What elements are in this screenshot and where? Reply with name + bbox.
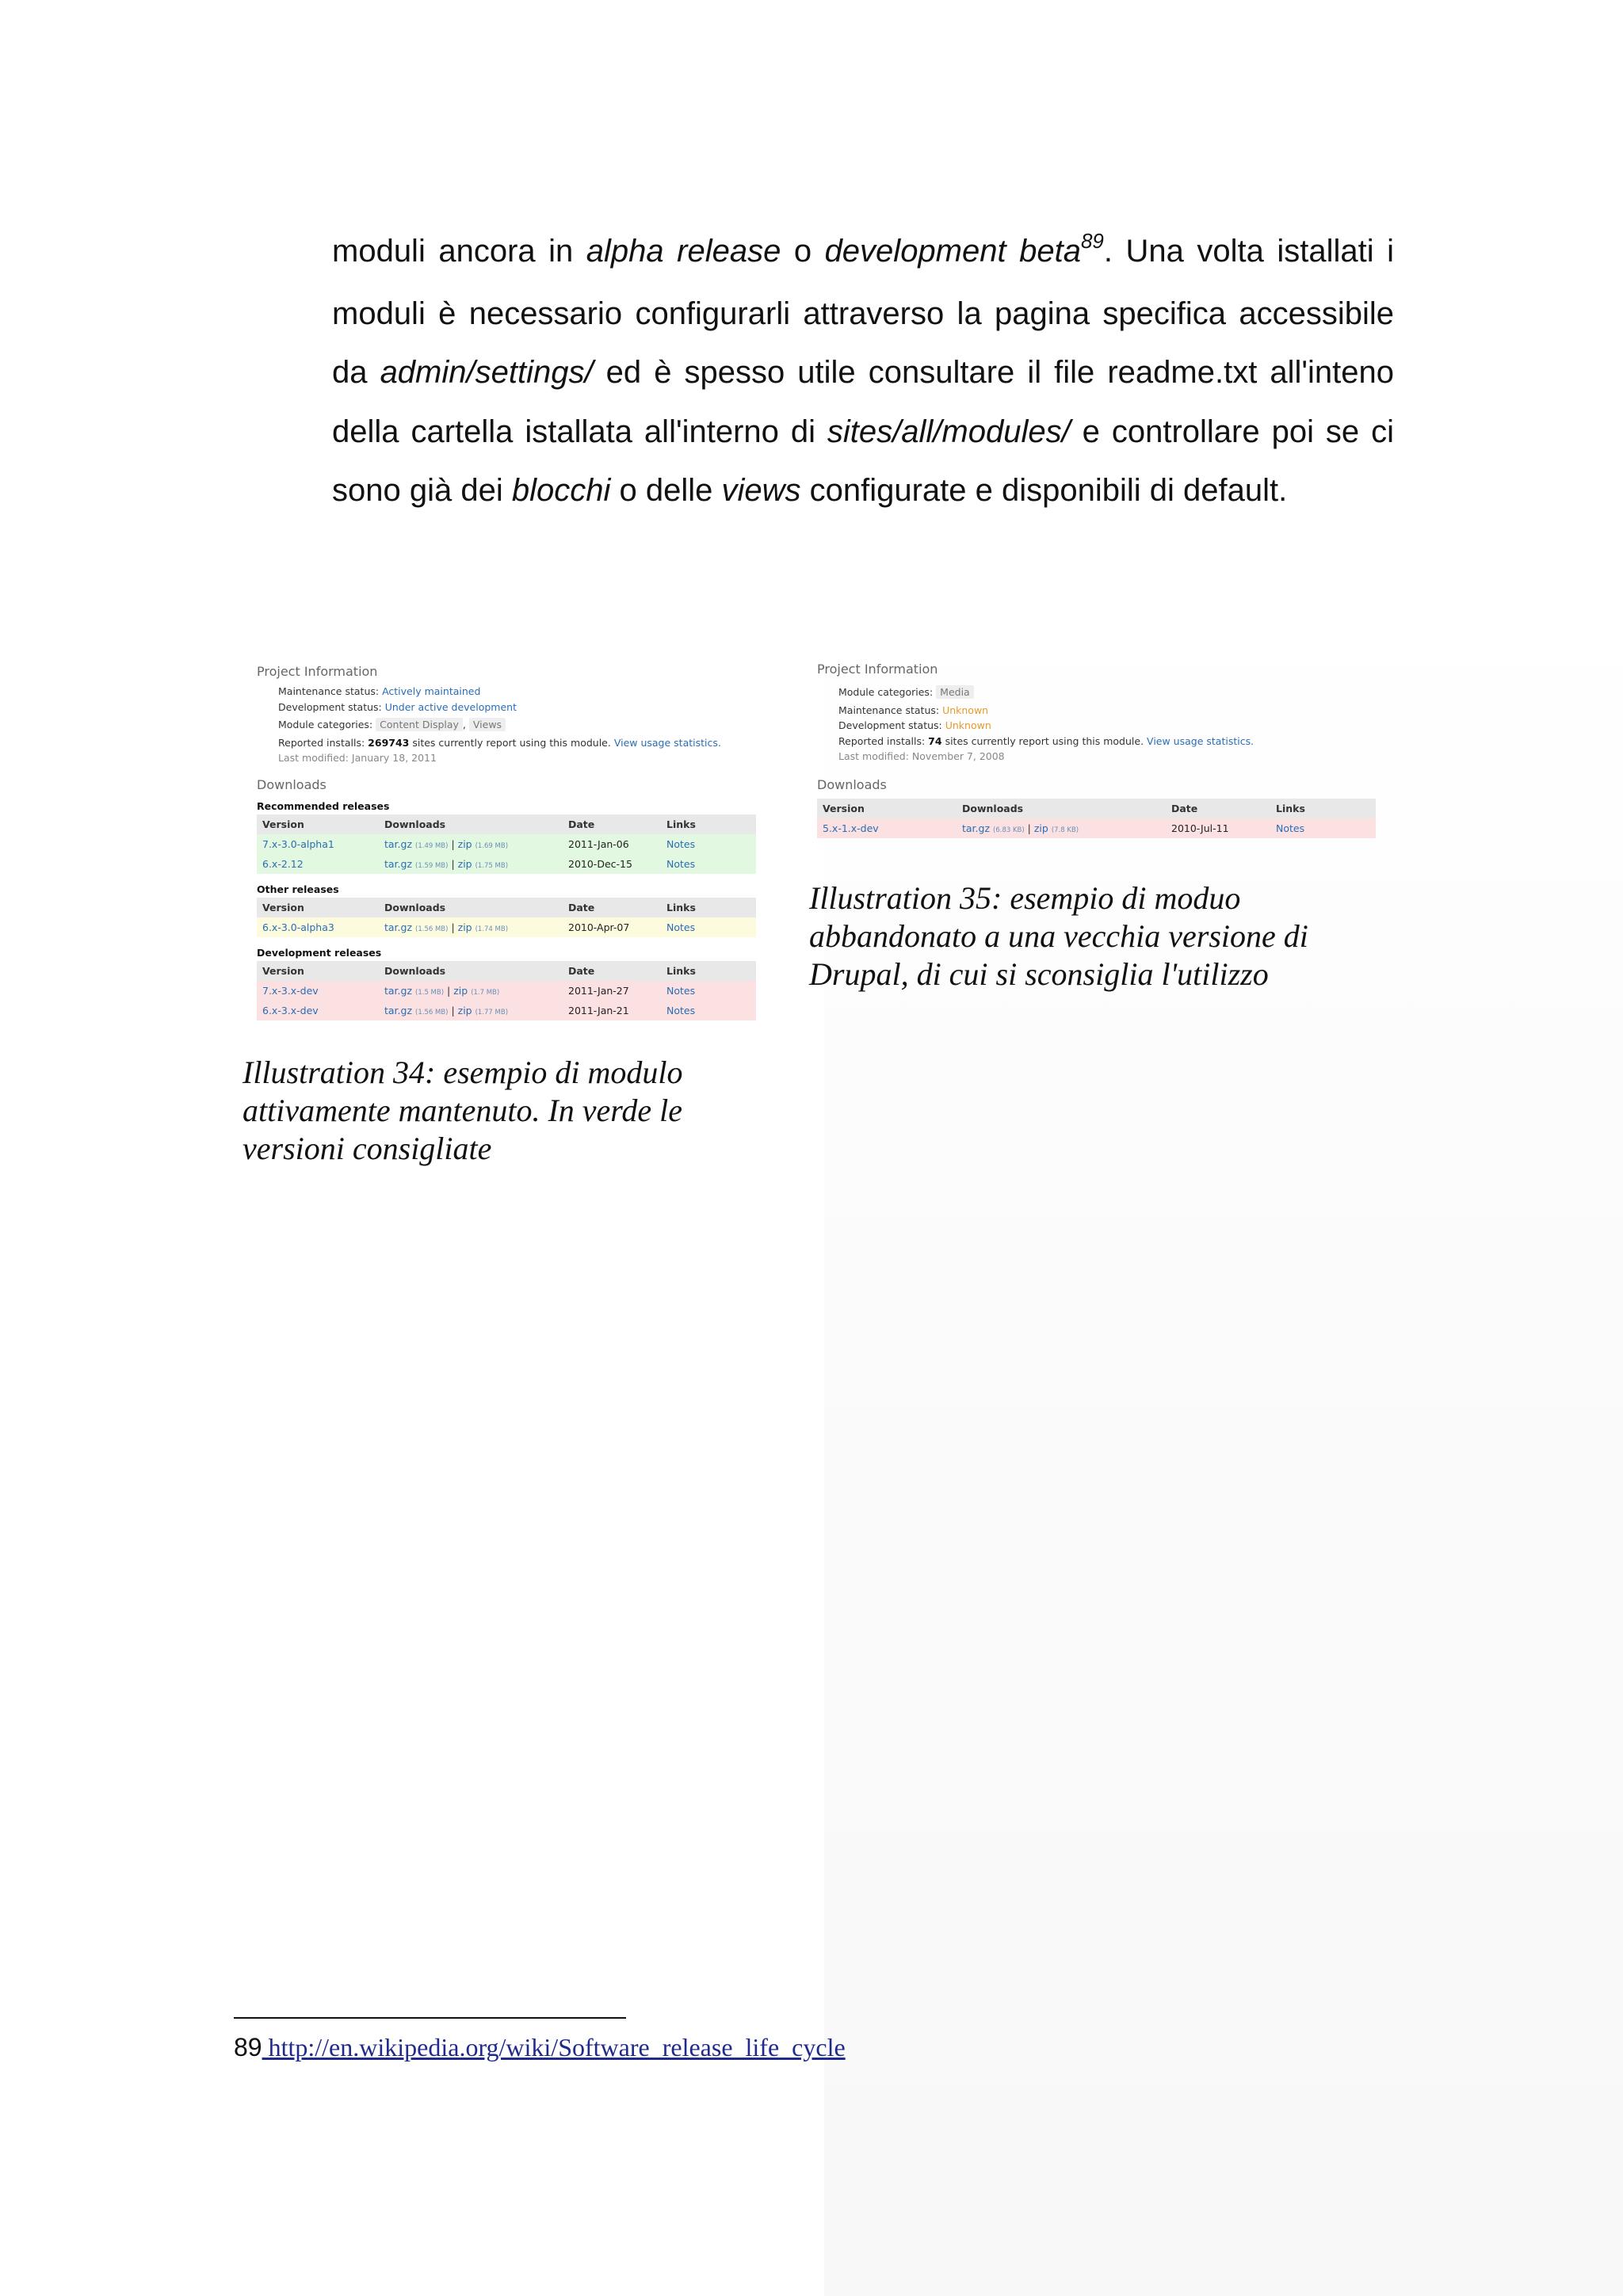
release-table xyxy=(257,814,756,874)
version-link[interactable]: 7.x-3.x-dev xyxy=(257,981,379,1001)
table-header: Version Downloads Date Links xyxy=(817,799,1376,818)
release-group-title: Development releases xyxy=(257,946,382,959)
table-row: 6.x-2.12 tar.gz (1.59 MB) | zip (1.75 MB) 2010-Dec-15 Notes xyxy=(257,854,756,874)
tgz-link[interactable]: tar.gz xyxy=(384,921,413,933)
zip-link[interactable]: zip xyxy=(457,921,472,933)
footnote-number: 89 xyxy=(234,2033,262,2061)
usage-statistics-link[interactable]: View usage statistics. xyxy=(1147,734,1254,747)
release-table xyxy=(257,898,756,937)
figure-35-caption: Illustration 35: esempio di moduo abbandonato a una vecchia versione di Drupal, di cui si sconsiglia l'utilizzo xyxy=(809,880,1308,992)
tgz-link[interactable]: tar.gz xyxy=(384,837,413,850)
version-link[interactable]: 7.x-3.0-alpha1 xyxy=(257,834,379,854)
category-tag[interactable]: Media xyxy=(936,685,974,699)
project-info-block: Maintenance status: Actively maintained Development status: Under active development Module categories: Content Display , Views Reported installs: 269743 sites currently report using this module. View usage statistics. Last modified: January 18, 2011 xyxy=(278,684,756,766)
notes-link[interactable]: Notes xyxy=(661,854,756,874)
tgz-link[interactable]: tar.gz xyxy=(384,984,413,997)
tgz-link[interactable]: tar.gz xyxy=(384,1004,413,1016)
page-background-shade xyxy=(824,602,1623,2296)
table-row: 7.x-3.0-alpha1 tar.gz (1.49 MB) | zip (1.69 MB) 2011-Jan-06 Notes xyxy=(257,834,756,854)
notes-link[interactable]: Notes xyxy=(661,981,756,1001)
notes-link[interactable]: Notes xyxy=(1270,818,1376,838)
project-info-title: Project Information xyxy=(817,662,938,677)
zip-link[interactable]: zip xyxy=(457,1004,472,1016)
version-link[interactable]: 5.x-1.x-dev xyxy=(817,818,957,838)
figure-35-screenshot xyxy=(817,662,1376,838)
downloads-title: Downloads xyxy=(817,776,887,792)
maintenance-status-link[interactable]: Actively maintained xyxy=(382,685,481,697)
table-row: 7.x-3.x-dev tar.gz (1.5 MB) | zip (1.7 MB) 2011-Jan-27 Notes xyxy=(257,981,756,1001)
zip-link[interactable]: zip xyxy=(457,837,472,850)
table-row: 6.x-3.x-dev tar.gz (1.56 MB) | zip (1.77 MB) 2011-Jan-21 Notes xyxy=(257,1001,756,1020)
table-header: Version Downloads Date Links xyxy=(257,814,756,834)
release-group-title: Other releases xyxy=(257,883,339,895)
release-table xyxy=(817,799,1376,838)
tgz-link[interactable]: tar.gz xyxy=(962,822,991,834)
release-group-title: Recommended releases xyxy=(257,799,390,812)
development-status-link[interactable]: Under active development xyxy=(384,700,517,713)
zip-link[interactable]: zip xyxy=(457,857,472,870)
zip-link[interactable]: zip xyxy=(1033,822,1048,834)
maintenance-status-link[interactable]: Unknown xyxy=(942,704,989,716)
development-status-link[interactable]: Unknown xyxy=(945,719,991,731)
notes-link[interactable]: Notes xyxy=(661,834,756,854)
figure-34-caption: Illustration 34: esempio di modulo attivamente mantenuto. In verde le versioni consigliate xyxy=(242,1055,683,1166)
tgz-link[interactable]: tar.gz xyxy=(384,857,413,870)
footnote-divider xyxy=(234,2017,626,2019)
project-info-block: Module categories: Media Maintenance status: Unknown Development status: Unknown Reported installs: 74 sites currently report using this module. View usage statistics. Last modified: November 7, 2008 xyxy=(838,685,1376,765)
usage-statistics-link[interactable]: View usage statistics. xyxy=(613,736,721,749)
table-header: Version Downloads Date Links xyxy=(257,961,756,981)
footnote-link[interactable]: http://en.wikipedia.org/wiki/Software_release_life_cycle xyxy=(262,2033,846,2061)
last-modified: Last modified: January 18, 2011 xyxy=(278,752,437,764)
table-row: 5.x-1.x-dev tar.gz (6.83 KB) | zip (7.8 KB) 2010-Jul-11 Notes xyxy=(817,818,1376,838)
figure-34-screenshot xyxy=(257,664,756,1020)
zip-link[interactable]: zip xyxy=(453,984,468,997)
version-link[interactable]: 6.x-2.12 xyxy=(257,854,379,874)
notes-link[interactable]: Notes xyxy=(661,917,756,937)
release-table xyxy=(257,961,756,1020)
category-tag[interactable]: Views xyxy=(469,718,506,731)
table-row: 6.x-3.0-alpha3 tar.gz (1.56 MB) | zip (1.74 MB) 2010-Apr-07 Notes xyxy=(257,917,756,937)
last-modified: Last modified: November 7, 2008 xyxy=(838,750,1005,762)
version-link[interactable]: 6.x-3.0-alpha3 xyxy=(257,917,379,937)
downloads-title: Downloads xyxy=(257,776,327,792)
body-paragraph: moduli ancora in alpha release o development beta$^{89}$. Una volta istallati i moduli è necessario configurarli attraverso la pagina specifica accessibile da admin/settings/ ed è spesso utile consultare il file readme.txt all'inteno della cartella istallata all'interno di sites/all/modules/ e controllare poi se ci sono già dei blocchi o delle views configurate e disponibili di default. xyxy=(332,229,1395,508)
footnote-ref[interactable]: 89 xyxy=(1080,229,1104,253)
version-link[interactable]: 6.x-3.x-dev xyxy=(257,1001,379,1020)
category-tag[interactable]: Content Display xyxy=(376,718,463,731)
project-info-title: Project Information xyxy=(257,664,378,679)
table-header: Version Downloads Date Links xyxy=(257,898,756,917)
notes-link[interactable]: Notes xyxy=(661,1001,756,1020)
footnote xyxy=(234,2033,846,2062)
